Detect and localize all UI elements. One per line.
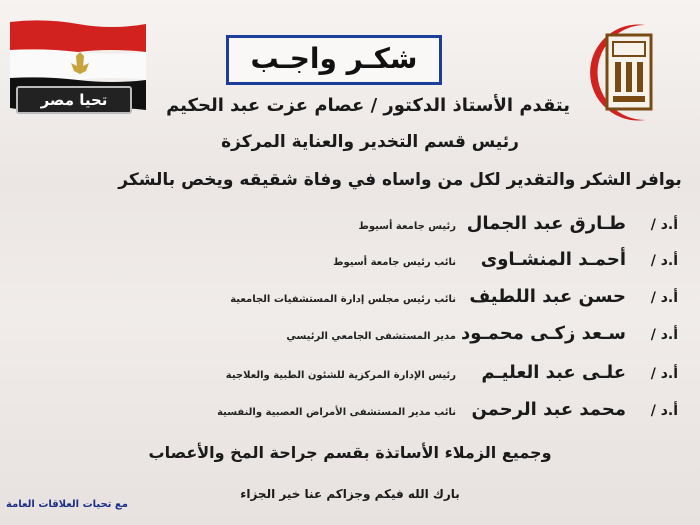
person-role: رئيس الإدارة المركزية للشئون الطبية والعلاجية — [225, 370, 456, 381]
list-item — [200, 399, 678, 429]
person-prefix: أ.د / — [650, 327, 678, 343]
person-name: محمد عبد الرحمن — [471, 399, 626, 420]
person-role: نائب مدير المستشفى الأمراض العصبية والنفسية — [217, 407, 456, 418]
person-prefix: أ.د / — [650, 366, 678, 382]
thanks-line: بوافر الشكر والتقدير لكل من واساه في وفاة شقيقه ويخص بالشكر — [118, 170, 682, 190]
person-name: حسن عبد اللطيف — [469, 286, 626, 307]
person-name: طـارق عبد الجمال — [466, 213, 626, 234]
person-name: أحمـد المنشـاوى — [480, 249, 626, 270]
person-role: رئيس جامعة أسيوط — [358, 221, 456, 232]
list-item — [200, 249, 678, 279]
department-line: رئيس قسم التخدير والعناية المركزة — [221, 132, 519, 152]
list-item — [200, 323, 678, 353]
blessing-line: بارك الله فيكم وجزاكم عنا خير الجزاء — [240, 487, 460, 501]
person-prefix: أ.د / — [650, 217, 678, 233]
person-role: نائب رئيس مجلس إدارة المستشفيات الجامعية — [230, 294, 456, 305]
university-logo-icon — [585, 20, 695, 125]
colleagues-line: وجميع الزملاء الأساتذة بقسم جراحة المخ والأعصاب — [148, 443, 552, 462]
person-name: علـى عبد العليـم — [481, 362, 626, 383]
intro-line: يتقدم الأستاذ الدكتور / عصام عزت عبد الحكيم — [166, 95, 570, 116]
signature: مع تحيات العلاقات العامة — [6, 499, 128, 510]
person-prefix: أ.د / — [650, 403, 678, 419]
person-prefix: أ.د / — [650, 253, 678, 269]
person-role: مدير المستشفى الجامعي الرئيسي — [286, 331, 456, 342]
list-item — [200, 362, 678, 392]
flag-caption: تحيا مصر — [16, 86, 132, 114]
list-item — [200, 213, 678, 243]
person-role: نائب رئيس جامعة أسيوط — [333, 257, 456, 268]
page-title: شكـر واجـب — [226, 35, 442, 85]
person-prefix: أ.د / — [650, 290, 678, 306]
list-item — [200, 286, 678, 316]
person-name: سـعد زكـى محمـود — [461, 323, 626, 344]
